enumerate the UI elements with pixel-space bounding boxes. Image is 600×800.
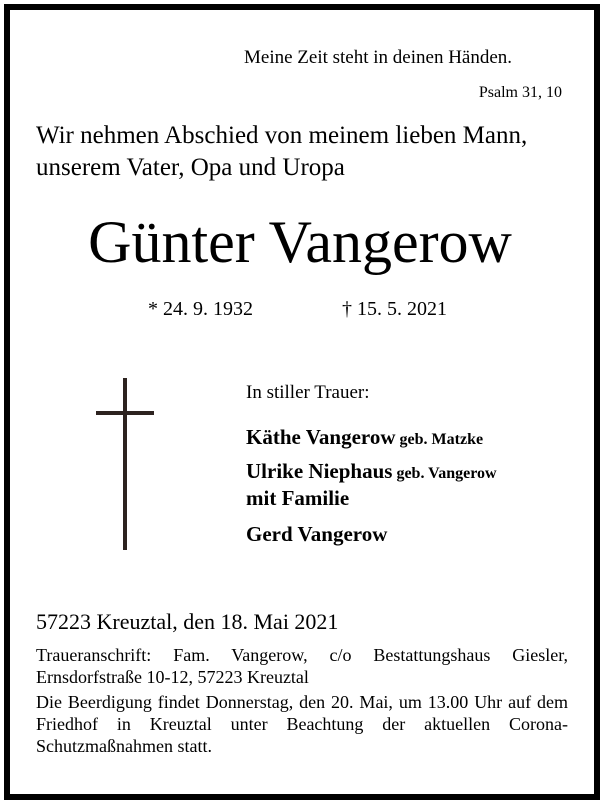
mourning-address: Traueranschrift: Fam. Vangerow, c/o Bestattungshaus Giesler, Ernsdorfstraße 10-12, 57223 Kreuztal [36,645,568,687]
mourner-item [246,459,497,484]
burial-information: Die Beerdigung findet Donnerstag, den 20. Mai, um 13.00 Uhr auf dem Friedhof in Kreuztal unter Beachtung der aktuellen Corona-Schutzmaßnahmen statt. [36,692,568,756]
mourner-name: Ulrike Niephaus [246,459,393,483]
mourner-name: Gerd Vangerow [246,522,388,546]
mourner-birth-name: geb. Matzke [399,431,484,448]
mourner-item [246,425,483,450]
motto-quote: Meine Zeit steht in deinen Händen. [244,47,513,68]
mourner-item [246,522,387,547]
cross-horizontal-bar [96,411,154,415]
intro-line: unserem Vater, Opa und Uropa [36,154,345,181]
psalm-reference: Psalm 31, 10 [478,84,562,101]
mourner-name: Käthe Vangerow [246,425,396,449]
place-and-date: 57223 Kreuztal, den 18. Mai 2021 [36,609,339,634]
intro-line: Wir nehmen Abschied von meinem lieben Mann, [36,122,528,149]
mourner-birth-name: geb. Vangerow [396,465,497,482]
death-date: † 15. 5. 2021 [342,298,447,320]
mourner-family-note: mit Familie [246,486,350,510]
cross-vertical-bar [123,378,127,550]
cross-icon [96,378,154,550]
birth-date: * 24. 9. 1932 [148,298,253,320]
farewell-intro [36,120,568,184]
mourning-label: In stiller Trauer: [246,382,370,403]
deceased-name: Günter Vangerow [88,209,512,275]
